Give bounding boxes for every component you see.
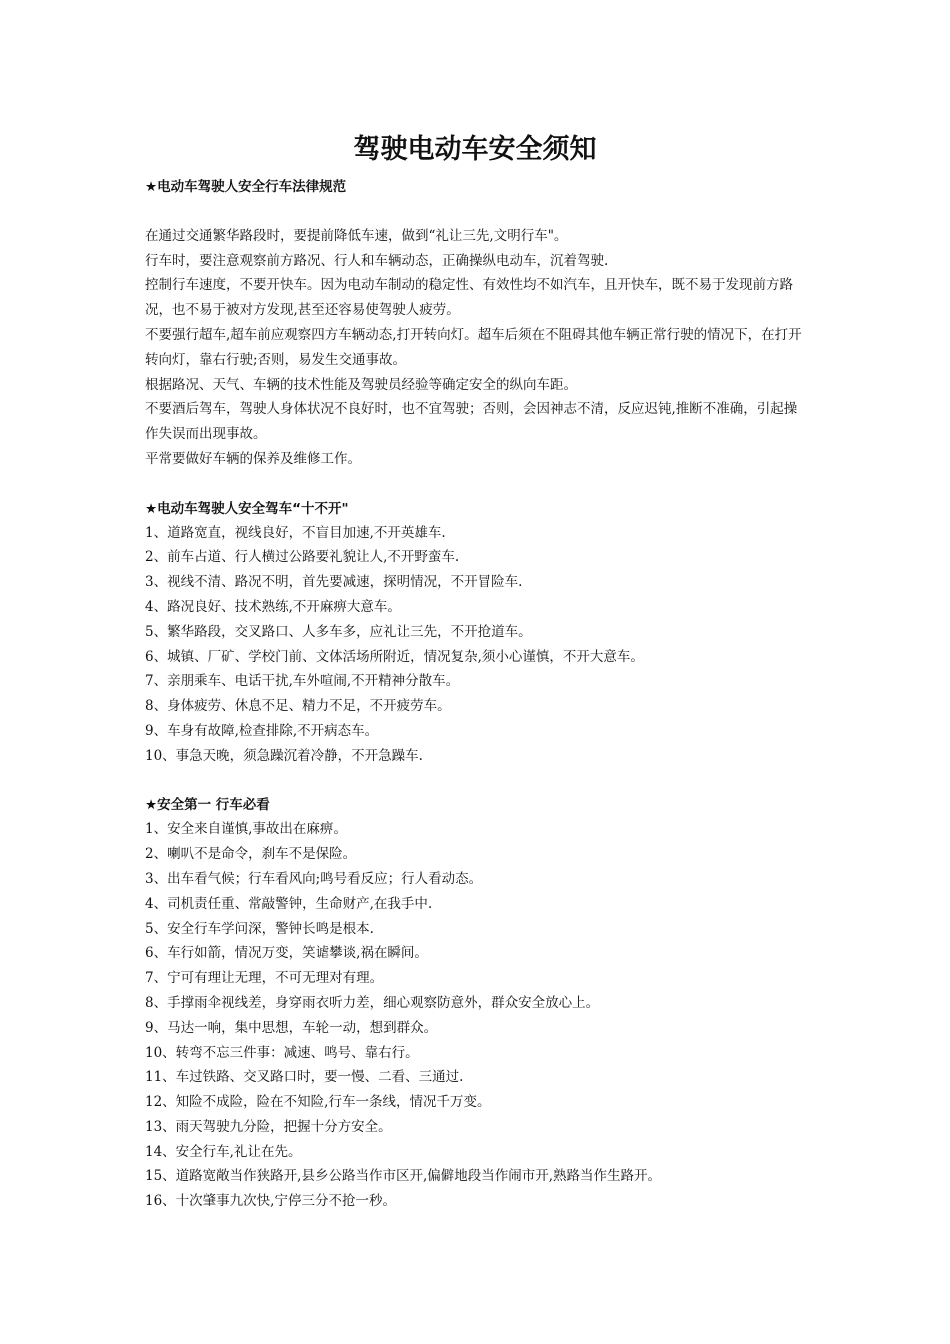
paragraph: 不要强行超车,超车前应观察四方车辆动态,打开转向灯。超车后须在不阻碍其他车辆正常行驶的情况下，在打开转向灯，靠右行驶;否则，易发生交通事故。	[145, 326, 802, 368]
paragraph: 行车时，要注意观察前方路况、行人和车辆动态，正确操纵电动车，沉着驾驶.	[145, 252, 609, 269]
document-body	[145, 175, 810, 1214]
list-item: 14、安全行车,礼让在先。	[145, 1143, 302, 1160]
list-item: 6、城镇、厂矿、学校门前、文体活场所附近，情况复杂,须小心谨慎，不开大意车。	[145, 648, 644, 665]
list-item: 7、宁可有理让无理，不可无理对有理。	[145, 970, 384, 987]
paragraph: 在通过交通繁华路段时，要提前降低车速，做到“礼让三先,文明行车"。	[145, 227, 568, 244]
paragraph: 平常要做好车辆的保养及维修工作。	[145, 450, 361, 467]
list-item: 2、喇叭不是命令，刹车不是保险。	[145, 846, 357, 863]
list-item: 9、车身有故障,检查排除,不开病态车。	[145, 722, 379, 739]
list-item: 3、视线不清、路况不明，首先要减速，探明情况，不开冒险车.	[145, 574, 523, 591]
section-heading: ★安全第一 行车必看	[145, 797, 270, 814]
list-item: 3、出车看气候；行车看风向;鸣号看反应；行人看动态。	[145, 870, 483, 887]
list-item: 11、车过铁路、交叉路口时，要一慢、二看、三通过.	[145, 1069, 464, 1086]
list-item: 12、知险不成险，险在不知险,行车一条线，情况千万变。	[145, 1094, 491, 1111]
list-item: 8、身体疲劳、休息不足、精力不足，不开疲劳车。	[145, 698, 451, 715]
list-item: 1、道路宽直，视线良好，不盲目加速,不开英雄车.	[145, 524, 446, 541]
paragraph: 根据路况、天气、车辆的技术性能及驾驶员经验等确定安全的纵向车距。	[145, 376, 577, 393]
list-item: 4、路况良好、技术熟练,不开麻痹大意车。	[145, 598, 401, 615]
paragraph: 控制行车速度，不要开快车。因为电动车制动的稳定性、有效性均不如汽车，且开快车，既不易于发现前方路况，也不易于被对方发现,甚至还容易使驾驶人疲劳。	[145, 277, 793, 319]
list-item: 5、繁华路段，交叉路口、人多车多，应礼让三先，不开抢道车。	[145, 623, 532, 640]
blank-line	[145, 199, 810, 224]
list-item: 6、车行如箭，情况万变，笑谑攀谈,祸在瞬间。	[145, 945, 428, 962]
list-item: 9、马达一响，集中思想，车轮一动，想到群众。	[145, 1019, 438, 1036]
safety-sayings-list	[145, 817, 810, 1214]
blank-line	[145, 472, 810, 497]
document-title: 驾驶电动车安全须知	[353, 134, 597, 165]
list-item: 13、雨天驾驶九分险，把握十分方安全。	[145, 1118, 392, 1135]
list-item: 8、手撑雨伞视线差，身穿雨衣听力差，细心观察防意外，群众安全放心上。	[145, 994, 600, 1011]
list-item: 4、司机责任重、常敲警钟，生命财产,在我手中.	[145, 895, 433, 912]
paragraph: 不要酒后驾车，驾驶人身体状况不良好时，也不宜驾驶；否则，会因神志不清，反应迟钝,推断不准确，引起操作失误而出现事故。	[145, 401, 798, 443]
section-heading: ★电动车驾驶人安全行车法律规范	[145, 179, 347, 195]
list-item: 2、前车占道、行人横过公路要礼貌让人,不开野蛮车.	[145, 549, 460, 566]
list-item: 7、亲朋乘车、电话干扰,车外喧闹,不开精神分散车。	[145, 673, 460, 690]
list-item: 10、转弯不忘三件事：减速、鸣号、靠右行。	[145, 1044, 419, 1061]
section-legal-norms	[145, 175, 810, 472]
section-heading: ★电动车驾驶人安全驾车“十不开"	[145, 500, 349, 517]
list-item: 15、道路宽敞当作狭路开,县乡公路当作市区开,偏僻地段当作闹市开,熟路当作生路开。	[145, 1168, 662, 1185]
list-item: 10、事急天晚，须急躁沉着冷静，不开急躁车.	[145, 747, 423, 764]
list-item: 5、安全行车学问深，警钟长鸣是根本.	[145, 920, 374, 937]
list-item: 16、十次肇事九次快,宁停三分不抢一秒。	[145, 1193, 396, 1210]
list-item: 1、安全来自谨慎,事故出在麻痹。	[145, 821, 347, 838]
section-safety-first	[145, 793, 810, 1214]
section-ten-donts	[145, 497, 810, 769]
ten-donts-list	[145, 521, 810, 769]
blank-line	[145, 769, 810, 794]
